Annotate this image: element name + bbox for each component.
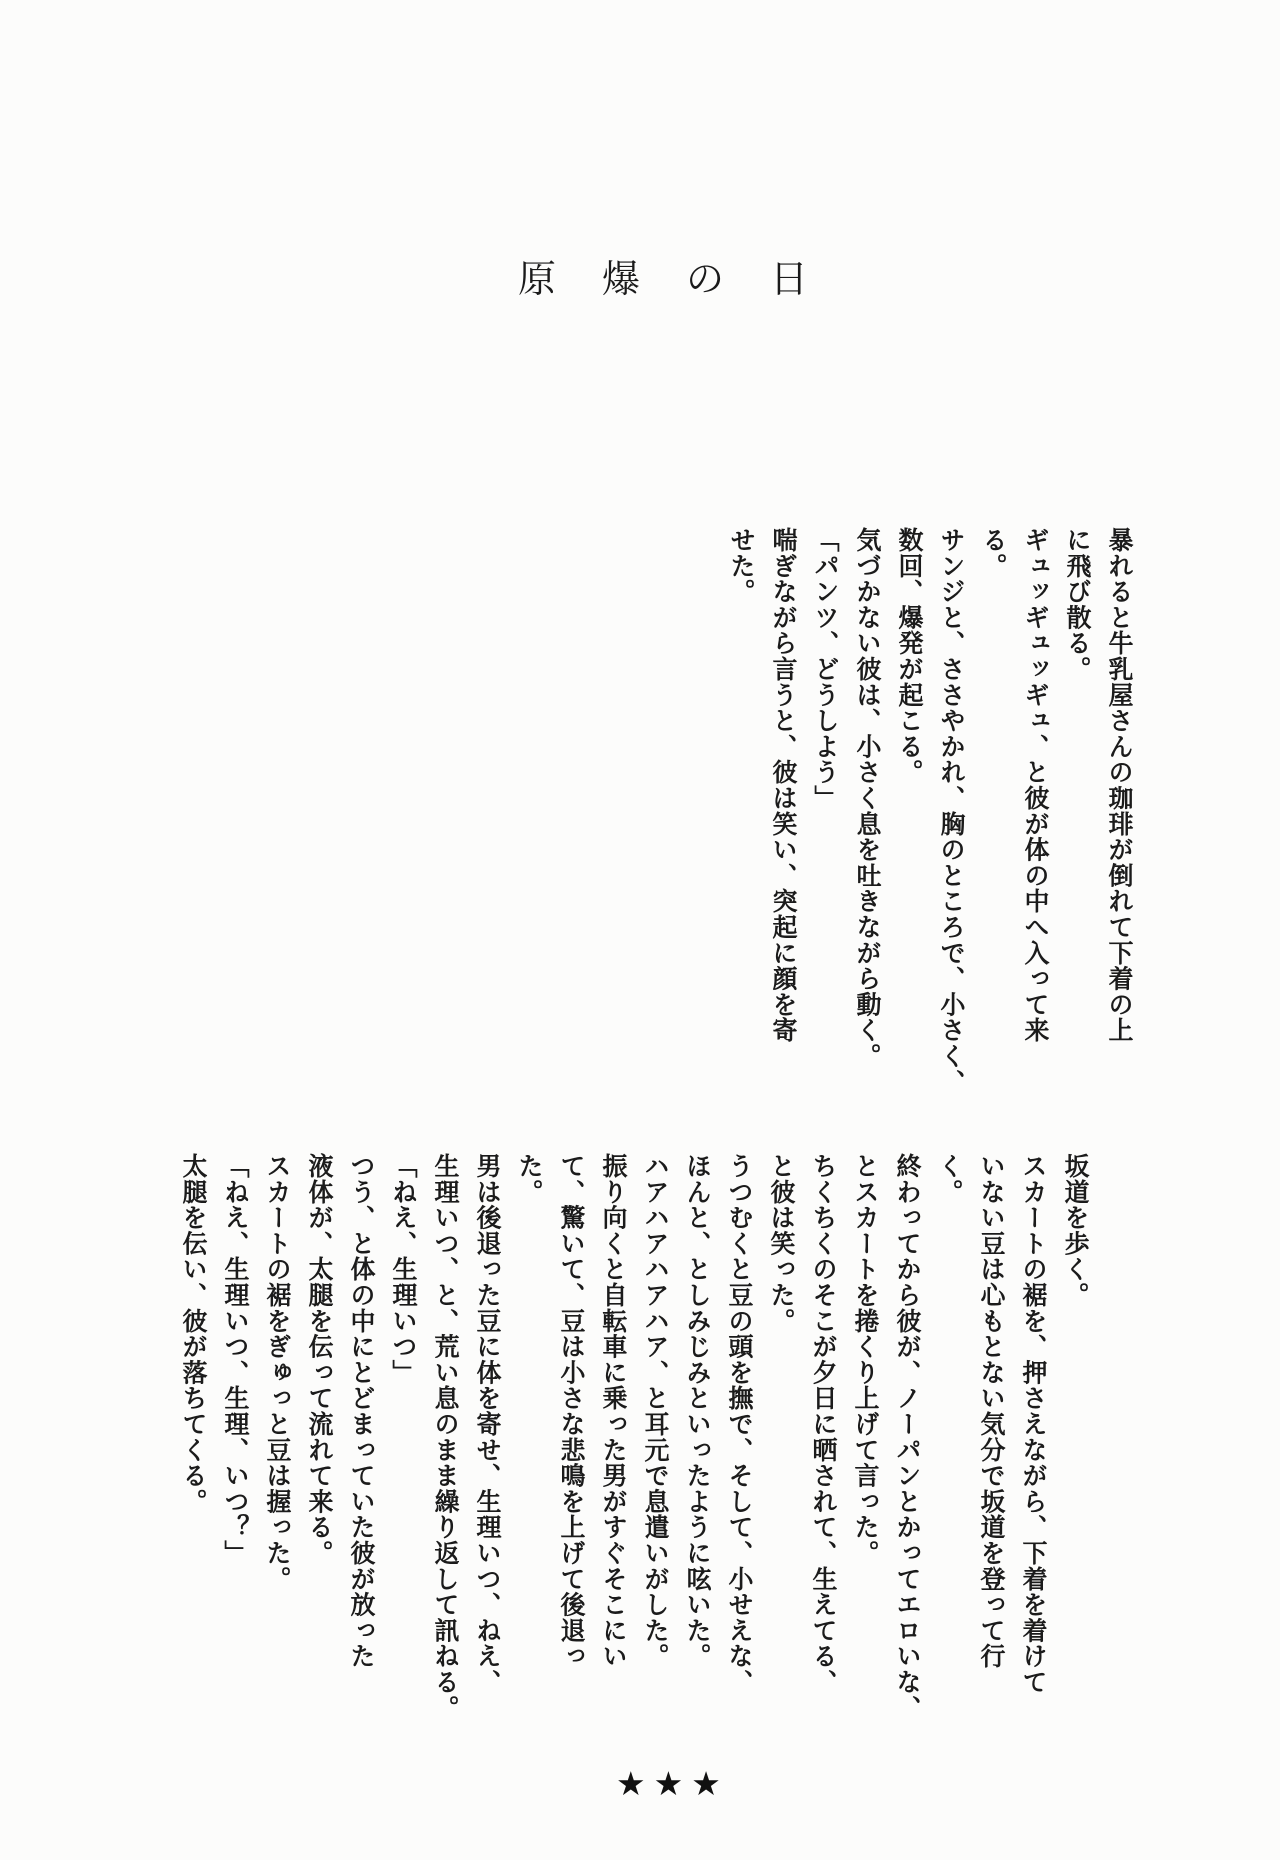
text-column: ちくちくのそこが夕日に晒されて、生えてる、 bbox=[809, 1153, 837, 1695]
text-column: 「ねえ、生理いつ、生理、いつ？」 bbox=[221, 1153, 249, 1566]
text-column: せた。 bbox=[727, 527, 755, 605]
text-column: 太腿を伝い、彼が落ちてくる。 bbox=[179, 1153, 207, 1515]
text-column: 「パンツ、どうしよう」 bbox=[811, 527, 839, 811]
text-column: と彼は笑った。 bbox=[767, 1153, 795, 1334]
text-column: うつむくと豆の頭を撫で、そして、小せえな、 bbox=[725, 1153, 753, 1695]
text-column: て、驚いて、豆は小さな悲鳴を上げて後退っ bbox=[557, 1153, 585, 1669]
text-column: 液体が、太腿を伝って流れて来る。 bbox=[305, 1153, 333, 1566]
text-column: た。 bbox=[515, 1153, 543, 1205]
star-icon: ★ bbox=[691, 1765, 721, 1802]
star-icon: ★ bbox=[616, 1765, 646, 1802]
text-column: ギュッギュッギュ、と彼が体の中へ入って来 bbox=[1021, 527, 1049, 1043]
text-column: 男は後退った豆に体を寄せ、生理いつ、ねえ、 bbox=[473, 1153, 501, 1695]
text-column: 暴れると牛乳屋さんの珈琲が倒れて下着の上 bbox=[1105, 527, 1133, 1043]
text-column: つう、と体の中にとどまっていた彼が放った bbox=[347, 1153, 375, 1669]
page-title: 原爆の日 bbox=[518, 259, 855, 301]
text-column: 喘ぎながら言うと、彼は笑い、突起に顔を寄 bbox=[769, 527, 797, 1043]
text-column: スカートの裾を、押さえながら、下着を着けて bbox=[1019, 1153, 1047, 1695]
text-column: サンジと、ささやかれ、胸のところで、小さく、 bbox=[937, 527, 965, 1095]
text-column: に飛び散る。 bbox=[1063, 527, 1091, 682]
text-column: とスカートを捲くり上げて言った。 bbox=[851, 1153, 879, 1566]
text-column: 坂道を歩く。 bbox=[1061, 1153, 1089, 1308]
text-column: ほんと、としみじみといったように呟いた。 bbox=[683, 1153, 711, 1669]
star-icon: ★ bbox=[653, 1765, 684, 1802]
text-column: 振り向くと自転車に乗った男がすぐそこにい bbox=[599, 1153, 627, 1669]
text-block-lower bbox=[172, 1153, 1096, 1753]
text-column: 気づかない彼は、小さく息を吐きながら動く。 bbox=[853, 527, 881, 1069]
text-column: 生理いつ、と、荒い息のまま繰り返して訊ねる。 bbox=[431, 1153, 459, 1721]
text-column: いない豆は心もとない気分で坂道を登って行 bbox=[977, 1153, 1005, 1669]
star-separator bbox=[612, 1766, 725, 1802]
text-block-upper bbox=[720, 527, 1140, 1127]
text-column: ハアハアハアハア、と耳元で息遣いがした。 bbox=[641, 1153, 669, 1669]
text-column: 「ねえ、生理いつ」 bbox=[389, 1153, 417, 1386]
text-column: る。 bbox=[979, 527, 1007, 579]
text-column: スカートの裾をぎゅっと豆は握った。 bbox=[263, 1153, 291, 1592]
text-column: 数回、爆発が起こる。 bbox=[895, 527, 923, 785]
text-column: く。 bbox=[935, 1153, 963, 1205]
text-column: 終わってから彼が、ノーパンとかってエロいな、 bbox=[893, 1153, 921, 1721]
